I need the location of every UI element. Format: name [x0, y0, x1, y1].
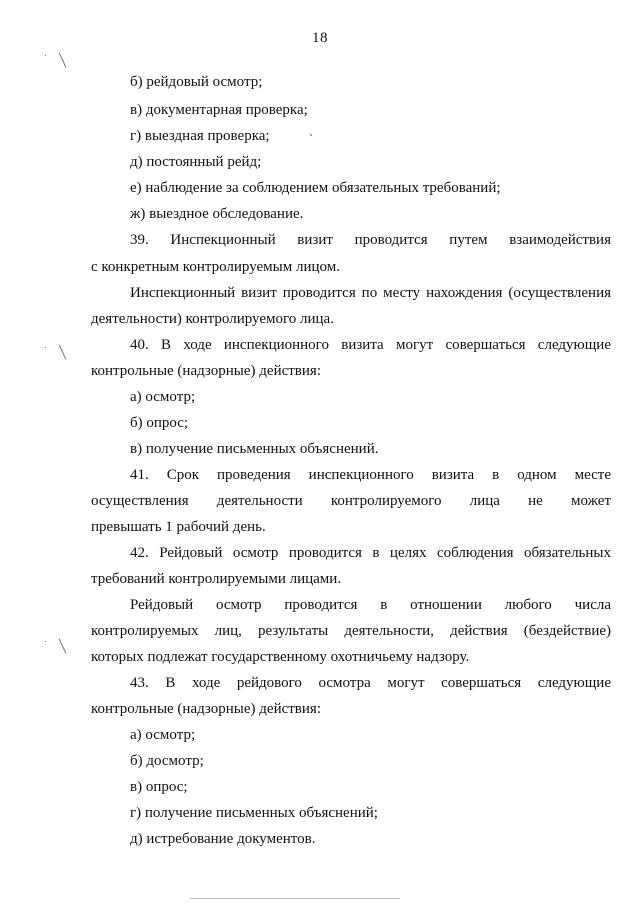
text-line: контрольные (надзорные) действия: [91, 701, 321, 717]
text-line: с конкретным контролируемым лицом. [91, 259, 340, 275]
text-line: Инспекционный визит проводится по месту нахождения (осуществления [130, 285, 611, 301]
text-line: требований контролируемыми лицами. [91, 571, 342, 587]
text-line: б) рейдовый осмотр; [130, 74, 263, 90]
scan-mark [59, 639, 67, 654]
text-line: в) документарная проверка; [130, 102, 308, 118]
text-line: в) получение письменных объяснений. [130, 441, 379, 457]
text-line: б) досмотр; [130, 753, 204, 769]
text-line: а) осмотр; [130, 389, 196, 405]
scan-mark [45, 55, 46, 56]
scan-mark [59, 345, 67, 360]
text-line: превышать 1 рабочий день. [91, 519, 266, 535]
scan-speck [310, 134, 312, 136]
text-line: ж) выездное обследование. [130, 206, 304, 222]
text-line: которых подлежат государственному охотничьему надзору. [91, 649, 470, 665]
text-line: в) опрос; [130, 779, 188, 795]
text-line: 42. Рейдовый осмотр проводится в целях соблюдения обязательных [130, 545, 611, 561]
text-line: г) выездная проверка; [130, 128, 270, 144]
scan-mark [45, 641, 46, 642]
text-line: г) получение письменных объяснений; [130, 805, 378, 821]
text-line: 43. В ходе рейдового осмотра могут совершаться следующие [130, 675, 611, 691]
page-number: 18 [312, 30, 328, 46]
scan-edge [190, 898, 400, 899]
text-line: деятельности) контролируемого лица. [91, 311, 334, 327]
text-line: е) наблюдение за соблюдением обязательных требований; [130, 180, 501, 196]
text-line: 41. Срок проведения инспекционного визита в одном месте [130, 467, 611, 483]
text-line: д) истребование документов. [130, 831, 316, 847]
text-line: 39. Инспекционный визит проводится путем взаимодействия [130, 232, 611, 248]
text-line: контролируемых лиц, результаты деятельности, действия (бездействие) [91, 623, 611, 639]
text-line: осуществления деятельности контролируемого лица не может [91, 493, 611, 509]
text-line: а) осмотр; [130, 727, 196, 743]
scan-mark [59, 53, 67, 68]
text-line: д) постоянный рейд; [130, 154, 262, 170]
text-line: контрольные (надзорные) действия: [91, 363, 321, 379]
text-line: б) опрос; [130, 415, 189, 431]
text-line: 40. В ходе инспекционного визита могут совершаться следующие [130, 337, 611, 353]
scan-mark [45, 347, 46, 348]
text-line: Рейдовый осмотр проводится в отношении любого числа [130, 597, 611, 613]
